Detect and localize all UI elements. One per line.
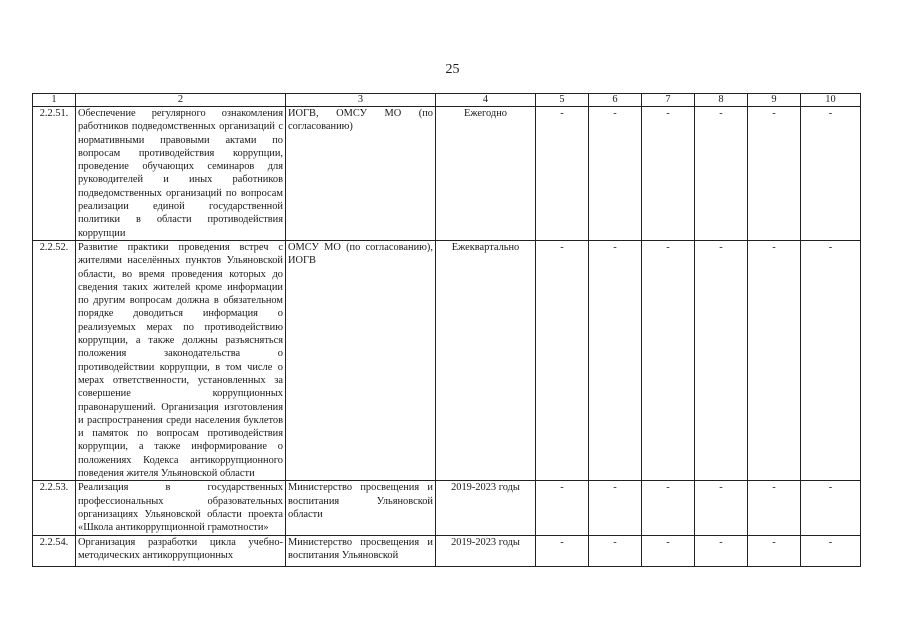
measure-description: Развитие практики проведения встреч с жителями населённых пунктов Ульяновской области, во время проведения которых до сведения таких жителей кроме информации по другим вопросам должна в обязательном порядке доводиться информация о реализуемых мерах по противодействию коррупции, а также должны разъясняться положения законодательства о противодействии коррупции, в том числе о мерах ответственности, установленных за совершение коррупционных правонарушений. Организация изготовления и распространения среди населения буклетов и памяток по вопросам противодействия коррупции, а также информирование о положениях Кодекса антикоррупционного поведения жителя Ульяновской области: [76, 240, 286, 480]
cell-col-10: -: [801, 535, 861, 566]
header-col-2: 2: [76, 94, 286, 107]
measure-description: Обеспечение регулярного ознакомления работников подведомственных организаций с нормативными правовыми актами по вопросам противодействия коррупции, проведение обучающих семинаров для руководителей и иных работников подведомственных организаций по вопросам реализации единой государственной политики в области противодействия коррупции: [76, 107, 286, 241]
header-col-6: 6: [589, 94, 642, 107]
row-number: 2.2.54.: [33, 535, 76, 566]
cell-col-7: -: [642, 240, 695, 480]
cell-col-8: -: [695, 481, 748, 535]
header-col-10: 10: [801, 94, 861, 107]
cell-col-8: -: [695, 240, 748, 480]
cell-col-5: -: [536, 107, 589, 241]
cell-col-6: -: [589, 535, 642, 566]
cell-col-7: -: [642, 107, 695, 241]
cell-col-9: -: [748, 535, 801, 566]
header-col-8: 8: [695, 94, 748, 107]
execution-term: Ежегодно: [436, 107, 536, 241]
cell-col-9: -: [748, 107, 801, 241]
cell-col-7: -: [642, 481, 695, 535]
header-col-7: 7: [642, 94, 695, 107]
row-number: 2.2.52.: [33, 240, 76, 480]
responsible-executors: ИОГВ, ОМСУ МО (по согласованию): [286, 107, 436, 241]
table-row: [33, 240, 861, 480]
cell-col-10: -: [801, 240, 861, 480]
row-number: 2.2.53.: [33, 481, 76, 535]
table-row: [33, 107, 861, 241]
header-col-1: 1: [33, 94, 76, 107]
responsible-executors: ОМСУ МО (по согласованию), ИОГВ: [286, 240, 436, 480]
header-col-3: 3: [286, 94, 436, 107]
cell-col-6: -: [589, 107, 642, 241]
cell-col-5: -: [536, 240, 589, 480]
cell-col-5: -: [536, 535, 589, 566]
header-row: [33, 94, 861, 107]
execution-term: 2019-2023 годы: [436, 535, 536, 566]
responsible-executors: Министерство просвещения и воспитания Ульяновской: [286, 535, 436, 566]
header-col-4: 4: [436, 94, 536, 107]
cell-col-8: -: [695, 107, 748, 241]
execution-term: 2019-2023 годы: [436, 481, 536, 535]
table-row: [33, 535, 861, 566]
cell-col-8: -: [695, 535, 748, 566]
cell-col-6: -: [589, 240, 642, 480]
row-number: 2.2.51.: [33, 107, 76, 241]
cell-col-9: -: [748, 481, 801, 535]
cell-col-6: -: [589, 481, 642, 535]
page-number: 25: [445, 62, 460, 77]
cell-col-10: -: [801, 481, 861, 535]
cell-col-9: -: [748, 240, 801, 480]
responsible-executors: Министерство просвещения и воспитания Ульяновской области: [286, 481, 436, 535]
measure-description: Организация разработки цикла учебно-методических антикоррупционных: [76, 535, 286, 566]
table-row: [33, 481, 861, 535]
measure-description: Реализация в государственных профессиональных образовательных организациях Ульяновской области проекта «Школа антикоррупционной грамотности»: [76, 481, 286, 535]
measures-table: [32, 93, 861, 567]
header-col-9: 9: [748, 94, 801, 107]
cell-col-5: -: [536, 481, 589, 535]
execution-term: Ежеквартально: [436, 240, 536, 480]
cell-col-10: -: [801, 107, 861, 241]
cell-col-7: -: [642, 535, 695, 566]
header-col-5: 5: [536, 94, 589, 107]
